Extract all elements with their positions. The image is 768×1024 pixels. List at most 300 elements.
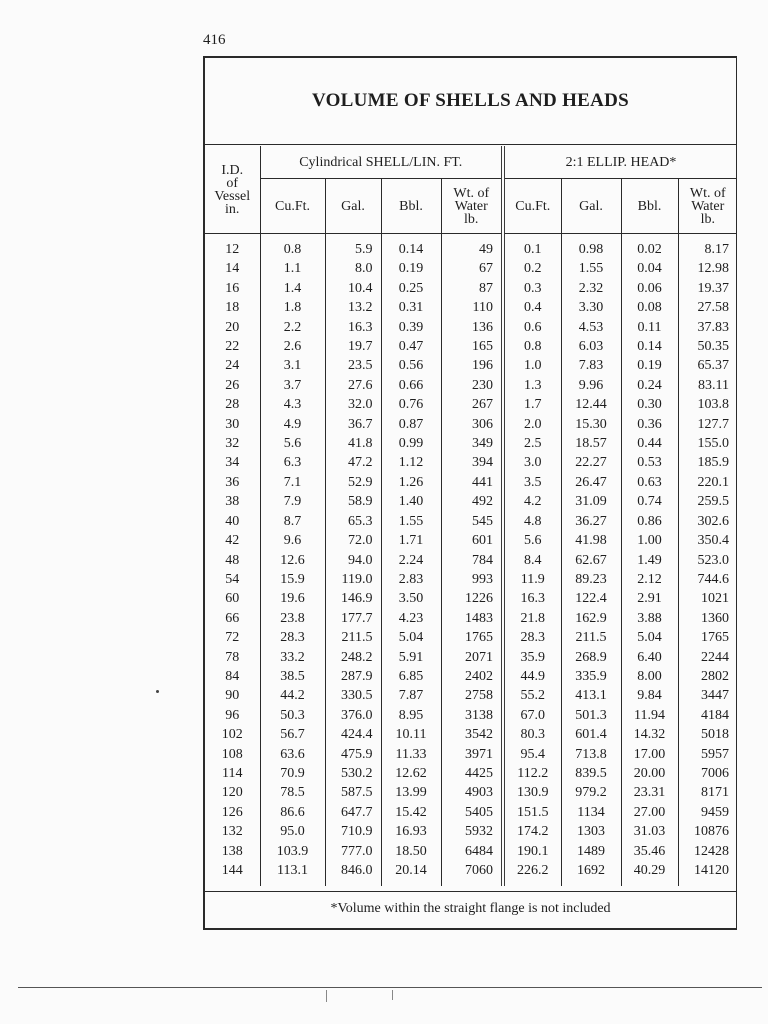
cell-shell-wt: 110 [441,298,503,317]
table-row [205,822,737,841]
cell-head-cuft: 67.0 [503,706,561,725]
cell-head-gal: 162.9 [561,609,621,628]
cell-head-wt: 220.1 [697,474,730,490]
cell-head-bbl: 0.19 [621,356,678,375]
cell-shell-cuft: 33.2 [260,648,325,667]
cell-shell-wt: 3971 [441,745,503,764]
table-row [205,783,737,802]
cell-shell-cuft: 1.8 [260,298,325,317]
cell-head-bbl: 31.03 [621,822,678,841]
table-row [205,589,737,608]
cell-head-cuft: 1.0 [503,356,561,375]
cell-id: 30 [205,415,260,434]
cell-shell-cuft: 15.9 [260,570,325,589]
header-shell-bbl: Bbl. [381,179,441,234]
table-row [205,298,737,317]
cell-head-gal: 713.8 [561,745,621,764]
cell-shell-cuft: 103.9 [260,842,325,861]
header-id-line: Vessel [214,188,251,204]
cell-head-gal: 335.9 [561,667,621,686]
cell-head-wt: 27.58 [697,300,730,316]
cell-shell-cuft: 3.1 [260,356,325,375]
cell-shell-gal: 211.5 [325,628,381,647]
cell-shell-cuft: 9.6 [260,531,325,550]
cell-head-bbl: 0.02 [621,234,678,260]
cell-head-gal: 979.2 [561,783,621,802]
header-id-line: I.D. [221,162,244,178]
cell-shell-cuft: 12.6 [260,551,325,570]
cell-head-gal: 7.83 [561,356,621,375]
cell-head-bbl: 11.94 [621,706,678,725]
cell-shell-bbl: 10.11 [381,725,441,744]
cell-head-wt: 14120 [694,863,730,878]
cell-shell-gal: 330.5 [325,686,381,705]
cell-shell-wt: 196 [441,356,503,375]
cell-head-cuft: 80.3 [503,725,561,744]
cell-id: 12 [205,234,260,260]
cell-id: 78 [205,648,260,667]
cell-shell-cuft: 1.1 [260,259,325,278]
cell-shell-bbl: 1.55 [381,512,441,531]
cell-head-wt: 523.0 [697,552,730,568]
cell-head-bbl: 35.46 [621,842,678,861]
cell-head-wt: 185.9 [697,455,730,471]
cell-shell-gal: 72.0 [325,531,381,550]
cell-head-bbl: 2.12 [621,570,678,589]
cell-head-bbl: 17.00 [621,745,678,764]
table-row [205,861,737,886]
cell-head-bbl: 0.74 [621,492,678,511]
cell-id: 114 [205,764,260,783]
cell-head-wt: 4184 [701,707,730,723]
cell-shell-wt: 87 [441,279,503,298]
cell-id: 120 [205,783,260,802]
cell-shell-bbl: 0.25 [381,279,441,298]
header-wt-line: Wt. of [689,185,726,201]
page-title: VOLUME OF SHELLS AND HEADS [311,90,630,111]
table-row [205,570,737,589]
header-shell-group: Cylindrical SHELL/LIN. FT. [260,146,503,179]
table-row [205,473,737,492]
table-row [205,453,737,472]
cell-head-bbl: 0.36 [621,415,678,434]
cell-id: 90 [205,686,260,705]
cell-head-gal: 12.44 [561,395,621,414]
header-head-bbl: Bbl. [621,179,678,234]
table-row [205,686,737,705]
cell-shell-gal: 777.0 [325,842,381,861]
cell-shell-gal: 19.7 [325,337,381,356]
cell-shell-wt: 306 [441,415,503,434]
cell-head-cuft: 55.2 [503,686,561,705]
cell-head-gal: 31.09 [561,492,621,511]
header-shell-gal: Gal. [325,179,381,234]
page-bottom-tick [392,990,393,1000]
cell-shell-bbl: 1.12 [381,453,441,472]
cell-shell-cuft: 38.5 [260,667,325,686]
cell-shell-wt: 2402 [441,667,503,686]
cell-shell-cuft: 44.2 [260,686,325,705]
cell-shell-cuft: 3.7 [260,376,325,395]
cell-shell-wt: 545 [441,512,503,531]
cell-shell-wt: 601 [441,531,503,550]
cell-head-cuft: 44.9 [503,667,561,686]
cell-shell-bbl: 12.62 [381,764,441,783]
cell-id: 48 [205,551,260,570]
cell-shell-bbl: 0.56 [381,356,441,375]
cell-head-gal: 268.9 [561,648,621,667]
cell-head-wt: 7006 [701,765,730,781]
cell-head-bbl: 0.86 [621,512,678,531]
cell-shell-cuft: 0.8 [260,234,325,260]
cell-head-cuft: 0.4 [503,298,561,317]
cell-head-cuft: 0.3 [503,279,561,298]
cell-head-wt: 155.0 [697,436,730,452]
cell-head-bbl: 0.53 [621,453,678,472]
cell-head-bbl: 40.29 [621,861,678,886]
cell-shell-cuft: 23.8 [260,609,325,628]
header-id [205,146,260,234]
cell-head-wt: 1360 [701,610,730,626]
cell-head-bbl: 5.04 [621,628,678,647]
cell-shell-cuft: 2.6 [260,337,325,356]
cell-head-bbl: 0.08 [621,298,678,317]
cell-head-bbl: 20.00 [621,764,678,783]
cell-shell-bbl: 11.33 [381,745,441,764]
cell-shell-bbl: 16.93 [381,822,441,841]
table-row [205,318,737,337]
cell-head-bbl: 1.00 [621,531,678,550]
cell-shell-gal: 376.0 [325,706,381,725]
cell-head-bbl: 27.00 [621,803,678,822]
cell-shell-cuft: 78.5 [260,783,325,802]
cell-head-gal: 2.32 [561,279,621,298]
cell-head-wt: 2802 [701,668,730,684]
cell-head-cuft: 16.3 [503,589,561,608]
cell-head-bbl: 3.88 [621,609,678,628]
cell-id: 96 [205,706,260,725]
cell-id: 72 [205,628,260,647]
header-id-line: in. [225,201,240,217]
cell-shell-wt: 441 [441,473,503,492]
cell-shell-cuft: 7.1 [260,473,325,492]
header-wt-line: lb. [700,211,715,227]
cell-head-cuft: 190.1 [503,842,561,861]
table-row [205,492,737,511]
cell-shell-cuft: 50.3 [260,706,325,725]
cell-shell-gal: 177.7 [325,609,381,628]
cell-shell-bbl: 0.66 [381,376,441,395]
cell-shell-bbl: 8.95 [381,706,441,725]
table-row [205,648,737,667]
cell-head-wt: 10876 [694,824,730,840]
cell-shell-wt: 267 [441,395,503,414]
header-shell-cuft: Cu.Ft. [260,179,325,234]
cell-head-cuft: 226.2 [503,861,561,886]
cell-head-wt: 37.83 [697,319,730,335]
cell-head-gal: 6.03 [561,337,621,356]
cell-head-wt: 3447 [701,688,730,704]
table-row [205,531,737,550]
cell-shell-gal: 94.0 [325,551,381,570]
cell-head-wt: 8.17 [704,242,730,257]
cell-head-gal: 1489 [561,842,621,861]
cell-head-bbl: 14.32 [621,725,678,744]
cell-shell-wt: 3542 [441,725,503,744]
cell-shell-bbl: 6.85 [381,667,441,686]
cell-head-wt: 12.98 [697,261,730,277]
cell-id: 144 [205,861,260,886]
header-id-line: of [226,175,239,191]
cell-shell-cuft: 95.0 [260,822,325,841]
cell-id: 38 [205,492,260,511]
cell-shell-bbl: 0.14 [381,234,441,260]
cell-shell-wt: 67 [441,259,503,278]
cell-shell-gal: 475.9 [325,745,381,764]
table-body [205,234,737,887]
footnote-divider [205,891,736,892]
table-row [205,434,737,453]
cell-head-wt: 12428 [694,843,730,859]
cell-head-cuft: 95.4 [503,745,561,764]
cell-head-cuft: 151.5 [503,803,561,822]
cell-head-gal: 839.5 [561,764,621,783]
table-row [205,706,737,725]
cell-head-wt: 350.4 [697,533,730,549]
cell-shell-wt: 4425 [441,764,503,783]
page-bottom-rule [18,987,762,988]
cell-shell-cuft: 6.3 [260,453,325,472]
cell-shell-wt: 394 [441,453,503,472]
cell-head-gal: 22.27 [561,453,621,472]
cell-shell-wt: 349 [441,434,503,453]
cell-shell-gal: 587.5 [325,783,381,802]
table-row [205,279,737,298]
cell-head-wt: 1765 [701,630,730,646]
cell-shell-cuft: 63.6 [260,745,325,764]
cell-shell-gal: 530.2 [325,764,381,783]
cell-shell-gal: 710.9 [325,822,381,841]
table-row [205,395,737,414]
cell-head-gal: 1.55 [561,259,621,278]
cell-id: 36 [205,473,260,492]
cell-id: 20 [205,318,260,337]
table-row [205,551,737,570]
cell-shell-wt: 49 [441,234,503,260]
cell-shell-cuft: 4.9 [260,415,325,434]
cell-id: 84 [205,667,260,686]
table-row [205,609,737,628]
table-row [205,415,737,434]
header-wt-line: Water [691,198,725,214]
cell-shell-bbl: 0.87 [381,415,441,434]
cell-id: 14 [205,259,260,278]
cell-shell-wt: 784 [441,551,503,570]
cell-head-cuft: 3.5 [503,473,561,492]
cell-shell-wt: 3138 [441,706,503,725]
cell-id: 34 [205,453,260,472]
cell-shell-wt: 6484 [441,842,503,861]
cell-shell-bbl: 7.87 [381,686,441,705]
cell-id: 60 [205,589,260,608]
table-row [205,512,737,531]
table-row [205,764,737,783]
cell-shell-wt: 2071 [441,648,503,667]
cell-shell-gal: 65.3 [325,512,381,531]
cell-shell-bbl: 0.39 [381,318,441,337]
cell-id: 66 [205,609,260,628]
cell-shell-gal: 10.4 [325,279,381,298]
cell-id: 16 [205,279,260,298]
cell-shell-bbl: 5.91 [381,648,441,667]
cell-shell-cuft: 4.3 [260,395,325,414]
table-row [205,667,737,686]
cell-head-gal: 601.4 [561,725,621,744]
cell-shell-bbl: 5.04 [381,628,441,647]
cell-shell-bbl: 3.50 [381,589,441,608]
cell-shell-wt: 5932 [441,822,503,841]
cell-head-gal: 9.96 [561,376,621,395]
cell-head-cuft: 2.5 [503,434,561,453]
cell-head-bbl: 0.24 [621,376,678,395]
cell-shell-wt: 5405 [441,803,503,822]
cell-head-wt: 65.37 [697,358,730,374]
cell-head-wt: 744.6 [697,571,730,587]
cell-id: 108 [205,745,260,764]
table-row [205,745,737,764]
cell-head-wt: 19.37 [697,280,730,296]
volume-table [205,146,737,886]
cell-shell-gal: 146.9 [325,589,381,608]
footnote: *Volume within the straight flange is not included [330,901,611,916]
cell-head-gal: 36.27 [561,512,621,531]
cell-shell-cuft: 2.2 [260,318,325,337]
cell-id: 26 [205,376,260,395]
cell-head-cuft: 4.8 [503,512,561,531]
cell-shell-bbl: 18.50 [381,842,441,861]
cell-head-gal: 413.1 [561,686,621,705]
table-row [205,628,737,647]
cell-shell-bbl: 0.76 [381,395,441,414]
cell-head-gal: 1134 [561,803,621,822]
cell-head-cuft: 0.8 [503,337,561,356]
cell-shell-wt: 4903 [441,783,503,802]
cell-shell-gal: 287.9 [325,667,381,686]
cell-id: 102 [205,725,260,744]
cell-head-bbl: 1.49 [621,551,678,570]
cell-head-gal: 26.47 [561,473,621,492]
cell-shell-gal: 8.0 [325,259,381,278]
cell-shell-wt: 993 [441,570,503,589]
cell-head-gal: 3.30 [561,298,621,317]
cell-head-cuft: 3.0 [503,453,561,472]
table-row [205,803,737,822]
cell-shell-wt: 2758 [441,686,503,705]
cell-head-wt: 8171 [701,785,730,801]
cell-shell-wt: 492 [441,492,503,511]
table-row [205,337,737,356]
header-head-gal: Gal. [561,179,621,234]
cell-shell-bbl: 0.19 [381,259,441,278]
cell-shell-gal: 36.7 [325,415,381,434]
cell-shell-wt: 1226 [441,589,503,608]
cell-shell-cuft: 86.6 [260,803,325,822]
cell-id: 42 [205,531,260,550]
cell-shell-gal: 119.0 [325,570,381,589]
cell-head-cuft: 1.7 [503,395,561,414]
cell-head-cuft: 1.3 [503,376,561,395]
scan-speck [156,690,159,693]
cell-shell-wt: 7060 [441,861,503,886]
cell-shell-bbl: 4.23 [381,609,441,628]
table-row [205,725,737,744]
cell-head-bbl: 0.11 [621,318,678,337]
cell-head-wt: 1021 [701,591,730,607]
cell-id: 54 [205,570,260,589]
cell-head-wt: 302.6 [697,513,730,529]
table-row [205,234,737,260]
cell-head-bbl: 0.06 [621,279,678,298]
cell-shell-bbl: 1.71 [381,531,441,550]
cell-shell-gal: 52.9 [325,473,381,492]
header-wt-line: Water [454,198,488,214]
cell-shell-cuft: 70.9 [260,764,325,783]
cell-shell-wt: 136 [441,318,503,337]
cell-head-cuft: 0.6 [503,318,561,337]
cell-head-wt: 259.5 [697,494,730,510]
header-wt-line: lb. [464,211,479,227]
cell-head-wt: 5957 [701,746,730,762]
cell-head-gal: 501.3 [561,706,621,725]
table-row [205,376,737,395]
cell-head-gal: 1692 [561,861,621,886]
cell-id: 138 [205,842,260,861]
cell-head-wt: 83.11 [698,377,730,393]
cell-shell-wt: 1483 [441,609,503,628]
cell-id: 32 [205,434,260,453]
cell-head-gal: 18.57 [561,434,621,453]
cell-shell-gal: 58.9 [325,492,381,511]
cell-head-wt: 9459 [701,804,730,820]
cell-shell-gal: 248.2 [325,648,381,667]
cell-shell-cuft: 113.1 [260,861,325,886]
cell-shell-wt: 165 [441,337,503,356]
cell-head-bbl: 6.40 [621,648,678,667]
cell-head-gal: 122.4 [561,589,621,608]
cell-shell-bbl: 1.40 [381,492,441,511]
table-row [205,356,737,375]
cell-shell-gal: 27.6 [325,376,381,395]
cell-head-wt: 2244 [701,649,730,665]
cell-shell-bbl: 2.83 [381,570,441,589]
cell-id: 28 [205,395,260,414]
cell-head-bbl: 9.84 [621,686,678,705]
cell-head-bbl: 0.63 [621,473,678,492]
cell-shell-bbl: 1.26 [381,473,441,492]
cell-head-wt: 5018 [701,727,730,743]
header-head-cuft: Cu.Ft. [503,179,561,234]
cell-head-gal: 1303 [561,822,621,841]
cell-shell-gal: 41.8 [325,434,381,453]
cell-id: 126 [205,803,260,822]
cell-head-bbl: 0.14 [621,337,678,356]
cell-shell-bbl: 0.47 [381,337,441,356]
cell-shell-cuft: 7.9 [260,492,325,511]
cell-head-cuft: 11.9 [503,570,561,589]
cell-shell-bbl: 0.99 [381,434,441,453]
cell-shell-wt: 230 [441,376,503,395]
cell-head-gal: 62.67 [561,551,621,570]
